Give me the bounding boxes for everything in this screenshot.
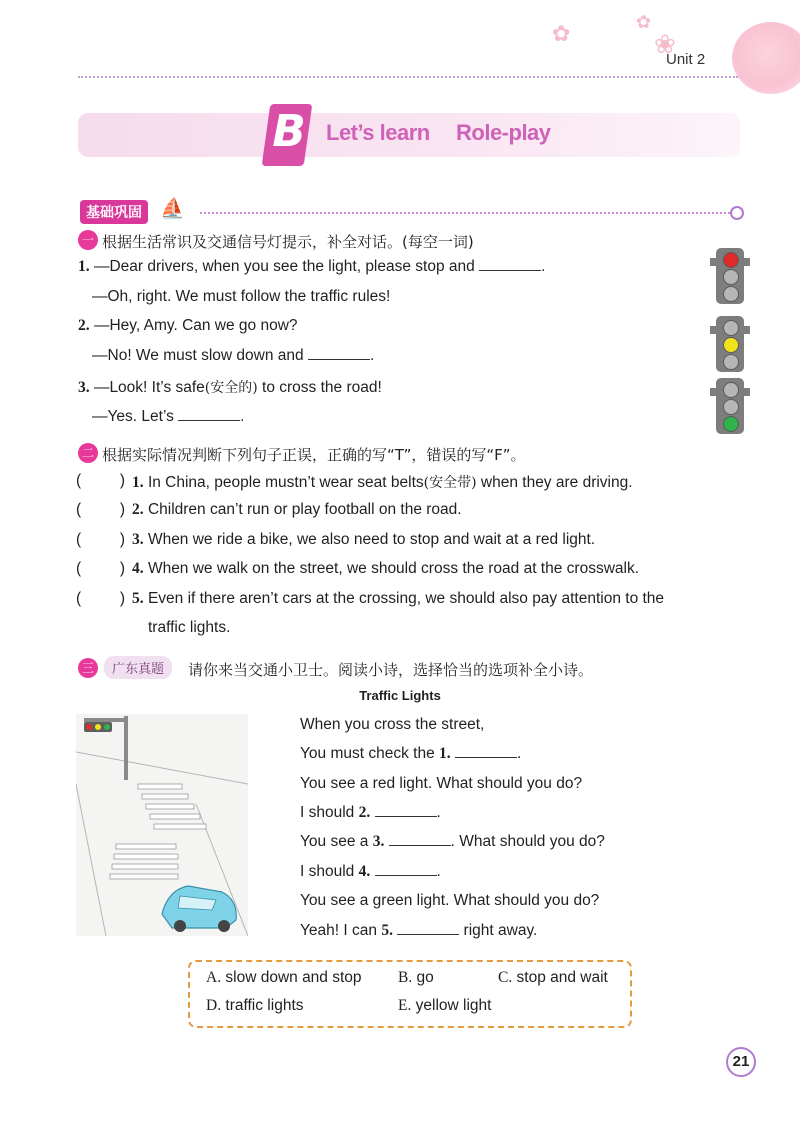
question-2: [78, 317, 298, 335]
flower-icon: ❀: [654, 30, 676, 60]
answer-blank[interactable]: [375, 815, 437, 817]
answer-blank[interactable]: [375, 874, 437, 876]
statement-number: 2.: [132, 501, 144, 518]
boat-icon: ⛵: [160, 198, 185, 220]
poem-line-8: [300, 922, 537, 940]
option-letter: B.: [398, 969, 413, 986]
poem-line-5: [300, 833, 605, 851]
statement-2: [132, 501, 462, 519]
decorative-pink-blob: [732, 22, 800, 94]
statement-3: [132, 531, 595, 549]
question-3: [78, 377, 382, 397]
flower-icon: ✿: [636, 12, 652, 33]
crosswalk-illustration: [76, 714, 248, 936]
chinese-gloss: (安全的): [204, 380, 258, 396]
question-text: —Look! It’s safe: [93, 379, 205, 396]
traffic-light-yellow-icon: [710, 316, 750, 376]
answer-text: —Yes. Let’s: [92, 408, 174, 425]
question-number: 1.: [78, 258, 90, 275]
section-number: 一: [78, 230, 98, 250]
traffic-light-green-icon: [710, 378, 750, 438]
question-text: —Dear drivers, when you see the light, please stop and: [93, 258, 475, 275]
poem-text: You see a green light. What should you do?: [300, 892, 600, 909]
statement-5: [132, 590, 664, 608]
section-number: 三: [78, 658, 98, 678]
question-1: [78, 258, 545, 276]
option-d[interactable]: [206, 997, 304, 1015]
circle-icon: [730, 206, 744, 220]
option-c[interactable]: [498, 969, 608, 987]
option-b[interactable]: [398, 969, 434, 987]
statement-text: Even if there aren’t cars at the crossing, we should also pay attention to the: [147, 590, 665, 607]
statement-text: In China, people mustn’t wear seat belts: [147, 474, 424, 491]
poem-text: You see a red light. What should you do?: [300, 775, 583, 792]
option-text: go: [416, 969, 434, 986]
answer-blank[interactable]: [178, 419, 240, 421]
poem-line-2: [300, 745, 521, 763]
poem-text: I should: [300, 863, 359, 880]
option-a[interactable]: [206, 969, 362, 987]
answer-bracket[interactable]: ( ): [76, 531, 126, 548]
statement-text: When we walk on the street, we should cross the road at the crosswalk.: [147, 560, 640, 577]
blank-number: 2.: [358, 804, 371, 821]
option-letter: E.: [398, 997, 412, 1014]
answer-blank[interactable]: [389, 844, 451, 846]
poem-text: You must check the: [300, 745, 440, 762]
poem-line-7: [300, 892, 599, 910]
answer-bracket[interactable]: ( ): [76, 590, 126, 607]
question-number: 2.: [78, 317, 90, 334]
statement-text: When we ride a bike, we also need to stop and wait at a red light.: [147, 531, 596, 548]
option-text: stop and wait: [516, 969, 608, 986]
statement-5-continued: traffic lights.: [148, 619, 231, 636]
banner-title-lets-learn: Let’s learn: [326, 120, 430, 145]
blank-number: 1.: [439, 745, 451, 762]
answer-blank[interactable]: [455, 756, 517, 758]
header-divider: [78, 76, 738, 78]
statement-number: 5.: [132, 590, 144, 607]
answer-bracket[interactable]: ( ): [76, 472, 126, 489]
question-number: 3.: [78, 379, 90, 396]
statement-number: 4.: [132, 560, 144, 577]
poem-line-6: [300, 863, 441, 881]
statement-text: when they are driving.: [476, 474, 633, 491]
option-text: slow down and stop: [225, 969, 362, 986]
section-heading: 请你来当交通小卫士。阅读小诗，选择恰当的选项补全小诗。: [188, 661, 594, 679]
blank-number: 5.: [381, 922, 393, 939]
poem-line-3: [300, 775, 582, 793]
option-e[interactable]: [398, 997, 491, 1015]
poem-text: When you cross the street,: [300, 716, 485, 733]
basic-tag: 基础巩固: [80, 200, 148, 224]
section-letter: B: [272, 106, 306, 157]
answer-bracket[interactable]: ( ): [76, 560, 126, 577]
blank-number: 4.: [358, 863, 371, 880]
option-letter: D.: [206, 997, 222, 1014]
traffic-light-red-icon: [710, 248, 750, 308]
section-number: 二: [78, 443, 98, 463]
punctuation: .: [516, 745, 522, 762]
page-number: 21: [726, 1047, 756, 1077]
answer-text: —No! We must slow down and: [92, 347, 304, 364]
statement-text: Children can’t run or play football on the road.: [147, 501, 462, 518]
answer-line-3: [92, 408, 244, 426]
option-letter: C.: [498, 969, 513, 986]
statement-number: 1.: [132, 474, 144, 491]
poem-line-1: [300, 716, 484, 734]
statement-1: [132, 472, 633, 492]
banner-title-role-play: Role-play: [456, 120, 551, 145]
exam-source-tag: 广东真题: [104, 656, 172, 679]
poem-text: Yeah! I can: [300, 922, 382, 939]
punctuation: .: [240, 408, 245, 425]
answer-line-1: —Oh, right. We must follow the traffic rules!: [92, 288, 391, 305]
option-letter: A.: [206, 969, 222, 986]
poem-text: I should: [300, 804, 359, 821]
poem-title: Traffic Lights: [359, 688, 441, 703]
answer-line-2: [92, 347, 374, 365]
tag-divider: [200, 212, 730, 214]
section-heading: 根据实际情况判断下列句子正误，正确的写“T”，错误的写“F”。: [102, 446, 526, 464]
question-text: to cross the road!: [257, 379, 382, 396]
blank-number: 3.: [372, 833, 385, 850]
punctuation: .: [541, 258, 546, 275]
chinese-gloss: (安全带): [423, 475, 477, 491]
punctuation: .: [436, 863, 441, 880]
answer-blank[interactable]: [397, 933, 459, 935]
statement-number: 3.: [132, 531, 144, 548]
punctuation: .: [436, 804, 441, 821]
answer-blank[interactable]: [479, 269, 541, 271]
statement-4: [132, 560, 639, 578]
poem-text: right away.: [459, 922, 538, 939]
answer-bracket[interactable]: ( ): [76, 501, 126, 518]
unit-label: Unit 2: [666, 51, 706, 68]
option-text: yellow light: [415, 997, 492, 1014]
flower-icon: ✿: [552, 22, 571, 47]
poem-text: . What should you do?: [450, 833, 605, 850]
poem-text: You see a: [300, 833, 373, 850]
answer-blank[interactable]: [308, 358, 370, 360]
option-text: traffic lights: [225, 997, 304, 1014]
poem-line-4: [300, 804, 441, 822]
question-text: —Hey, Amy. Can we go now?: [93, 317, 298, 334]
section-heading: 根据生活常识及交通信号灯提示，补全对话。(每空一词): [102, 233, 474, 251]
punctuation: .: [369, 347, 375, 364]
